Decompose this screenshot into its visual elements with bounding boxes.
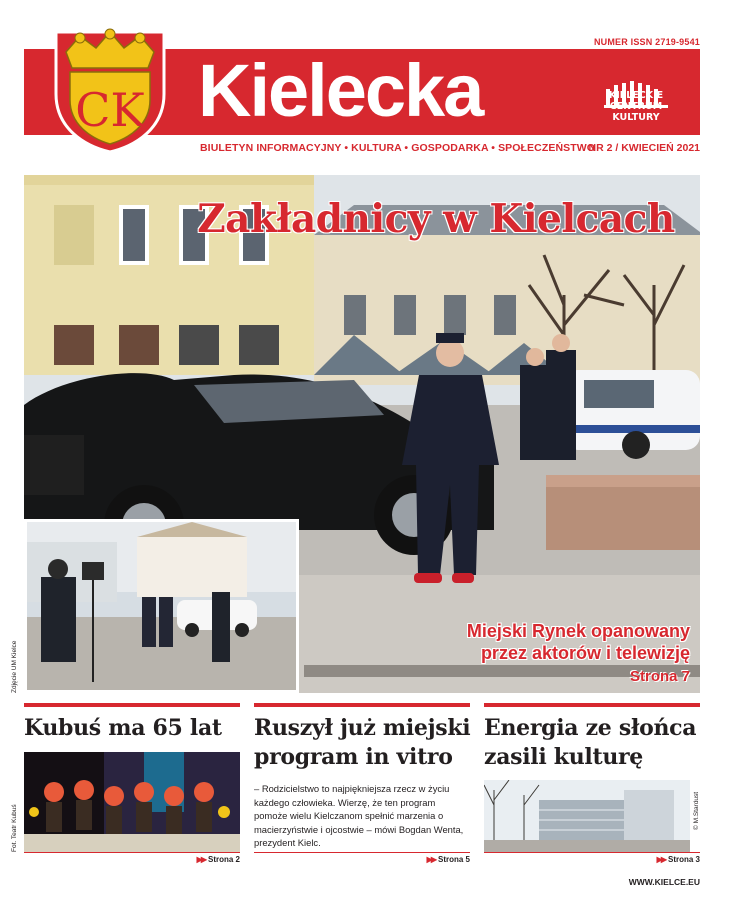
column-3-title-line-2: zasili kulturę [484, 744, 644, 770]
website-link[interactable]: WWW.KIELCE.EU [628, 877, 700, 887]
hero-caption [400, 620, 690, 664]
kck-line-1: KIELECKIE [608, 90, 664, 101]
column-2-title [254, 714, 474, 772]
arrow-right-icon: ▶▶ [426, 855, 435, 864]
hero-inset-photo [24, 519, 299, 693]
column-3-page-link[interactable] [484, 853, 700, 867]
kck-line-2: CENTRUM [609, 101, 663, 112]
column-3-photo [484, 780, 690, 852]
hero-caption-line-1: Miejski Rynek opanowany [466, 621, 690, 641]
column-3-title-line-1: Energia ze słońca [484, 715, 697, 741]
column-2-title-line-1: Ruszył już miejski [254, 715, 471, 741]
column-2-page-link[interactable] [254, 853, 470, 867]
column-1-page-link[interactable] [24, 853, 240, 867]
hero-caption-line-2: przez aktorów i telewizję [480, 643, 690, 663]
column-3-rule [484, 703, 700, 707]
crest-letters: CK [75, 83, 145, 137]
column-2-body: – Rodzicielstwo to najpiękniejsza rzecz w życiu każdego człowieka. Wierzę, że ten program pomoże wielu Kielczanom spełnić marzenia o macierzyństwie i ojcostwie – mówi Bogdan Wenta, prezydent Kielc. [254, 783, 464, 848]
arrow-right-icon: ▶▶ [656, 855, 665, 864]
issue-number: NR 2 / KWIECIEŃ 2021 [588, 142, 700, 154]
arrow-right-icon: ▶▶ [196, 855, 205, 864]
column-3-photo-credit: © M.Stardust [693, 791, 700, 830]
column-3-page-ref: Strona 3 [667, 855, 700, 864]
hero-page-link[interactable]: Strona 7 [629, 668, 690, 685]
kck-logo-text [596, 90, 676, 123]
tagline: BIULETYN INFORMACYJNY • KULTURA • GOSPODARKA • SPOŁECZEŃSTWO [200, 142, 596, 154]
issn-number: NUMER ISSN 2719-9541 [593, 37, 700, 47]
column-2-rule [254, 703, 470, 707]
column-1-title: Kubuś ma 65 lat [24, 715, 222, 741]
kck-line-3: KULTURY [612, 112, 660, 123]
inset-photo-credit: Zdjęcie UM Kielce [11, 640, 18, 693]
hero-headline: Zakładnicy w Kielcach [197, 196, 675, 242]
column-1-photo [24, 752, 240, 852]
column-2-title-line-2: program in vitro [254, 744, 453, 770]
column-3-title [484, 714, 700, 772]
column-1-page-ref: Strona 2 [207, 855, 240, 864]
column-1-photo-credit: Fot. Teatr Kubuś [11, 804, 18, 852]
column-2-page-ref: Strona 5 [437, 855, 470, 864]
city-crest-icon [52, 28, 168, 154]
masthead-title: Kielecka [198, 49, 483, 132]
column-1-rule [24, 703, 240, 707]
